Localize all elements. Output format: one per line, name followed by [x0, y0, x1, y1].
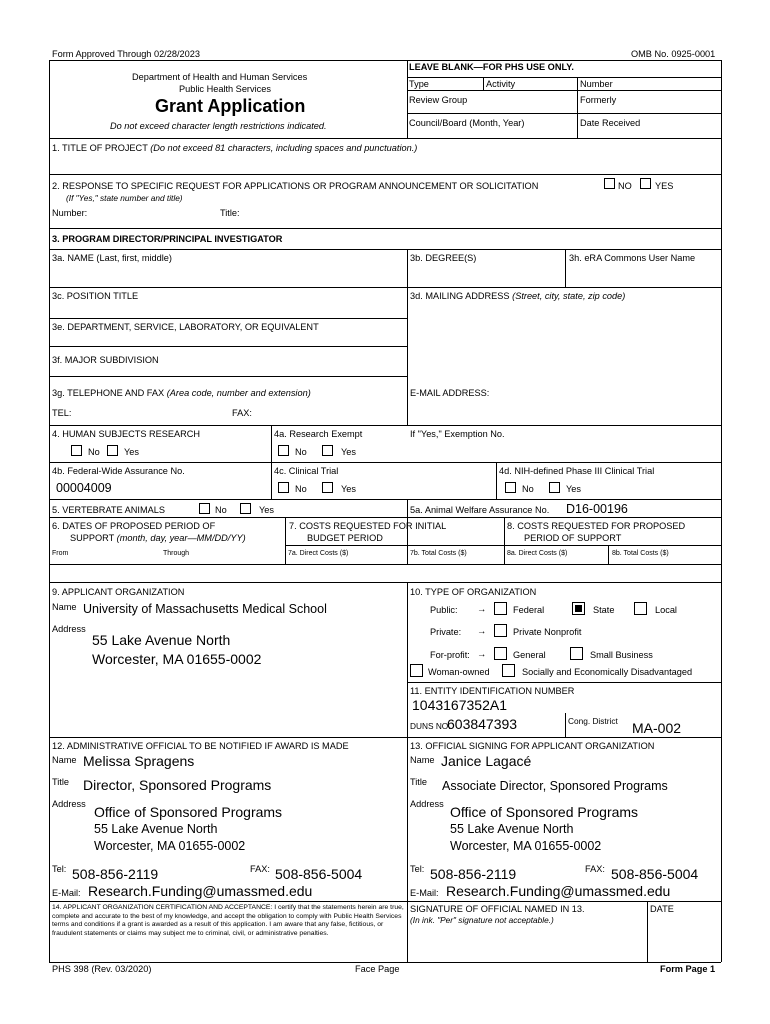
fwa-label: 4b. Federal-Wide Assurance No.	[52, 466, 185, 476]
research-exempt-label: 4a. Research Exempt	[274, 429, 363, 439]
signer-address-line1[interactable]: Office of Sponsored Programs	[450, 804, 639, 820]
private-label: Private:	[430, 627, 462, 637]
dates-support-label: SUPPORT (month, day, year—MM/DD/YY)	[70, 533, 246, 543]
signer-tel-label: Tel:	[410, 864, 425, 874]
admin-address-line2[interactable]: 55 Lake Avenue North	[94, 822, 218, 836]
disadvantaged-label: Socially and Economically Disadvantaged	[522, 667, 693, 677]
initial-direct-label: 7a. Direct Costs ($)	[288, 550, 349, 557]
disadvantaged-checkbox[interactable]	[502, 664, 515, 677]
admin-title-label: Title	[52, 777, 70, 787]
private-nonprofit-checkbox[interactable]	[494, 624, 507, 637]
animals-no-checkbox[interactable]	[199, 503, 210, 514]
human-subjects-yes-label: Yes	[124, 447, 139, 457]
certification-text: 14. APPLICANT ORGANIZATION CERTIFICATION AND ACCEPTANCE: I certify that the statements herein are true, complete and accurate to the best of my knowledge, and accept the obligation to comply with Public Health Services terms and conditions if a grant is awarded as a result of this application. I am aware that any false, fictitious, or fraudulent statements or claims may subject me to criminal, civil, or administrative penalties.	[52, 904, 404, 937]
org-address-label: Address	[52, 624, 86, 634]
through-label: Through	[163, 550, 190, 557]
animal-welfare-label: 5a. Animal Welfare Assurance No.	[410, 505, 550, 515]
signature-field[interactable]	[410, 928, 644, 958]
from-label: From	[52, 550, 69, 557]
exempt-no-label: No	[295, 447, 307, 457]
small-business-label: Small Business	[590, 650, 653, 660]
animals-no-label: No	[215, 505, 227, 515]
signer-name-label: Name	[410, 755, 435, 765]
pd-pi-heading: 3. PROGRAM DIRECTOR/PRINCIPAL INVESTIGATOR	[52, 234, 283, 244]
phase3-yes-label: Yes	[566, 484, 581, 494]
agency-name: Public Health Services	[179, 84, 271, 94]
signer-address-line2[interactable]: 55 Lake Avenue North	[450, 822, 574, 836]
type-label: Type	[409, 79, 429, 89]
admin-fax-value[interactable]: 508-856-5004	[275, 866, 363, 882]
signer-address-line3[interactable]: Worcester, MA 01655-0002	[450, 839, 602, 853]
project-title-field[interactable]	[52, 155, 717, 171]
proposed-costs-label: 8. COSTS REQUESTED FOR PROPOSED	[507, 521, 686, 531]
admin-official-label: 12. ADMINISTRATIVE OFFICIAL TO BE NOTIFIED IF AWARD IS MADE	[52, 741, 349, 751]
omb-number: OMB No. 0925-0001	[631, 49, 716, 59]
admin-fax-label: FAX:	[250, 864, 270, 874]
signer-email-label: E-Mail:	[410, 888, 439, 898]
signer-email-value[interactable]: Research.Funding@umassmed.edu	[446, 883, 671, 899]
position-label: 3c. POSITION TITLE	[52, 291, 139, 301]
exempt-no-checkbox[interactable]	[278, 445, 289, 456]
clinical-yes-label: Yes	[341, 484, 356, 494]
duns-value[interactable]: 603847393	[447, 716, 518, 732]
era-label: 3h. eRA Commons User Name	[569, 253, 696, 263]
phase3-no-label: No	[522, 484, 534, 494]
signer-title-label: Title	[410, 777, 428, 787]
dept-name: Department of Health and Human Services	[132, 72, 308, 82]
proposed-period-label: PERIOD OF SUPPORT	[524, 533, 622, 543]
signer-address-label: Address	[410, 799, 444, 809]
activity-label: Activity	[486, 79, 516, 89]
date-field[interactable]	[650, 918, 718, 958]
org-name-label: Name	[52, 602, 77, 612]
signature-label: SIGNATURE OF OFFICIAL NAMED IN 13.	[410, 904, 585, 914]
formerly-label: Formerly	[580, 95, 617, 105]
signer-name-value[interactable]: Janice Lagacé	[441, 753, 532, 769]
phase3-label: 4d. NIH-defined Phase III Clinical Trial	[499, 466, 655, 476]
animals-yes-label: Yes	[259, 505, 274, 515]
signer-title-value[interactable]: Associate Director, Sponsored Programs	[442, 779, 668, 793]
signature-hint: (In ink. "Per" signature not acceptable.)	[410, 915, 554, 925]
org-type-label: 10. TYPE OF ORGANIZATION	[410, 587, 537, 597]
general-checkbox[interactable]	[494, 647, 507, 660]
degree-label: 3b. DEGREE(S)	[410, 253, 477, 263]
human-subjects-no-checkbox[interactable]	[71, 445, 82, 456]
initial-costs-label: 7. COSTS REQUESTED FOR INITIAL	[289, 521, 447, 531]
council-label: Council/Board (Month, Year)	[409, 118, 525, 128]
applicant-org-label: 9. APPLICANT ORGANIZATION	[52, 587, 185, 597]
clinical-yes-checkbox[interactable]	[322, 482, 333, 493]
response-label: 2. RESPONSE TO SPECIFIC REQUEST FOR APPLICATIONS OR PROGRAM ANNOUNCEMENT OR SOLICITATION	[52, 181, 539, 191]
animal-welfare-value[interactable]: D16-00196	[566, 502, 628, 516]
entity-id-label: 11. ENTITY IDENTIFICATION NUMBER	[410, 686, 575, 696]
pi-name-label: 3a. NAME (Last, first, middle)	[52, 253, 172, 263]
signer-fax-value[interactable]: 508-856-5004	[611, 866, 699, 882]
exempt-yes-label: Yes	[341, 447, 356, 457]
proposed-direct-label: 8a. Direct Costs ($)	[507, 550, 568, 557]
page-title: Grant Application	[155, 96, 306, 116]
exempt-yes-checkbox[interactable]	[322, 445, 333, 456]
local-checkbox[interactable]	[634, 602, 647, 615]
proposed-total-label: 8b. Total Costs ($)	[612, 550, 669, 557]
admin-tel-value[interactable]: 508-856-2119	[72, 866, 159, 882]
admin-tel-label: Tel:	[52, 864, 67, 874]
initial-budget-label: BUDGET PERIOD	[307, 533, 383, 543]
mailing-address-label: 3d. MAILING ADDRESS (Street, city, state, zip code)	[410, 291, 626, 301]
arrow-icon: →	[477, 649, 487, 659]
entity-id-value[interactable]: 1043167352A1	[412, 697, 507, 713]
small-business-checkbox[interactable]	[570, 647, 583, 660]
response-hint: (If "Yes," state number and title)	[66, 193, 183, 203]
length-instruction: Do not exceed character length restrictions indicated.	[110, 121, 327, 131]
federal-checkbox[interactable]	[494, 602, 507, 615]
org-address-line1[interactable]: 55 Lake Avenue North	[92, 632, 231, 648]
fax-label: FAX:	[232, 408, 252, 418]
clinical-no-label: No	[295, 484, 307, 494]
response-number-label: Number:	[52, 208, 88, 218]
admin-address-line3[interactable]: Worcester, MA 01655-0002	[94, 839, 246, 853]
state-checkbox[interactable]	[572, 602, 585, 615]
human-subjects-no-label: No	[88, 447, 100, 457]
human-subjects-yes-checkbox[interactable]	[107, 445, 118, 456]
subdivision-label: 3f. MAJOR SUBDIVISION	[52, 355, 159, 365]
response-yes-label: YES	[655, 181, 674, 191]
private-nonprofit-label: Private Nonprofit	[513, 627, 582, 637]
forprofit-label: For-profit:	[430, 650, 470, 660]
duns-label: DUNS NO.	[410, 721, 451, 731]
department-label: 3e. DEPARTMENT, SERVICE, LABORATORY, OR EQUIVALENT	[52, 322, 319, 332]
admin-name-value[interactable]: Melissa Spragens	[83, 753, 195, 769]
review-group-label: Review Group	[409, 95, 468, 105]
org-name-value[interactable]: University of Massachusetts Medical School	[83, 602, 327, 616]
date-label: DATE	[650, 904, 674, 914]
dates-label: 6. DATES OF PROPOSED PERIOD OF	[52, 521, 216, 531]
signer-tel-value[interactable]: 508-856-2119	[430, 866, 517, 882]
tel-label: TEL:	[52, 408, 72, 418]
cong-district-value[interactable]: MA-002	[632, 720, 682, 736]
email-label: E-MAIL ADDRESS:	[410, 388, 490, 398]
admin-title-value[interactable]: Director, Sponsored Programs	[83, 777, 272, 793]
general-label: General	[513, 650, 546, 660]
signer-fax-label: FAX:	[585, 864, 605, 874]
project-title-label: 1. TITLE OF PROJECT (Do not exceed 81 characters, including spaces and punctuation.)	[52, 143, 418, 153]
cong-district-label: Cong. District	[568, 716, 618, 726]
initial-total-label: 7b. Total Costs ($)	[410, 550, 467, 557]
local-label: Local	[655, 605, 677, 615]
human-subjects-label: 4. HUMAN SUBJECTS RESEARCH	[52, 429, 201, 439]
arrow-icon: →	[477, 604, 487, 614]
leave-blank-heading: LEAVE BLANK—FOR PHS USE ONLY.	[409, 62, 574, 72]
admin-email-value[interactable]: Research.Funding@umassmed.edu	[88, 883, 313, 899]
clinical-no-checkbox[interactable]	[278, 482, 289, 493]
animals-yes-checkbox[interactable]	[240, 503, 251, 514]
federal-label: Federal	[513, 605, 545, 615]
clinical-trial-label: 4c. Clinical Trial	[274, 466, 339, 476]
form-page-number: Form Page 1	[660, 964, 716, 974]
vertebrate-animals-label: 5. VERTEBRATE ANIMALS	[52, 505, 166, 515]
exemption-no-label: If "Yes," Exemption No.	[410, 429, 505, 439]
phase3-yes-checkbox[interactable]	[549, 482, 560, 493]
response-yes-checkbox[interactable]	[640, 178, 651, 189]
face-page-label: Face Page	[355, 964, 400, 974]
admin-address-label: Address	[52, 799, 86, 809]
number-label: Number	[580, 79, 613, 89]
response-no-checkbox[interactable]	[604, 178, 615, 189]
form-approved-text: Form Approved Through 02/28/2023	[52, 49, 200, 59]
admin-email-label: E-Mail:	[52, 888, 81, 898]
date-received-label: Date Received	[580, 118, 641, 128]
phase3-no-checkbox[interactable]	[505, 482, 516, 493]
response-title-label: Title:	[220, 208, 240, 218]
signing-official-label: 13. OFFICIAL SIGNING FOR APPLICANT ORGANIZATION	[410, 741, 655, 751]
public-label: Public:	[430, 605, 458, 615]
org-address-line2[interactable]: Worcester, MA 01655-0002	[92, 651, 262, 667]
admin-address-line1[interactable]: Office of Sponsored Programs	[94, 804, 283, 820]
form-revision: PHS 398 (Rev. 03/2020)	[52, 964, 152, 974]
fwa-value[interactable]: 00004009	[56, 481, 112, 495]
woman-owned-label: Woman-owned	[428, 667, 490, 677]
state-label: State	[593, 605, 615, 615]
phone-fax-label: 3g. TELEPHONE AND FAX (Area code, number and extension)	[52, 388, 311, 398]
arrow-icon: →	[477, 626, 487, 636]
admin-name-label: Name	[52, 755, 77, 765]
response-no-label: NO	[618, 181, 632, 191]
woman-owned-checkbox[interactable]	[410, 664, 423, 677]
